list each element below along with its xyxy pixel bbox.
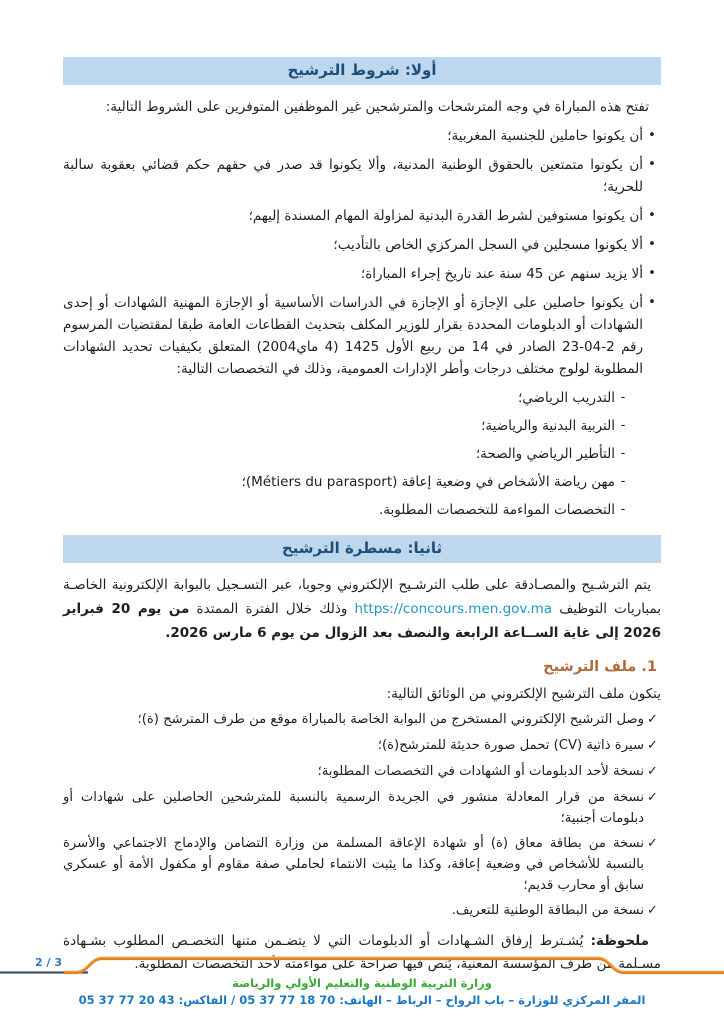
section2-title: ثانيا: مسطرة الترشيح	[281, 539, 443, 557]
specialty-text: التدريب الرياضي؛	[517, 390, 615, 406]
note-label: ملحوظة:	[590, 933, 649, 949]
condition-text: أن يكونوا حاملين للجنسية المغربية؛	[447, 128, 643, 144]
specialty-text: التأطير الرياضي والصحة؛	[475, 446, 615, 462]
document-text: وصل الترشيح الإلكتروني المستخرج من البوابة الخاصة بالمباراة موقع من طرف المترشح (ة)؛	[137, 712, 644, 727]
condition-text: ألا يكونوا مسجلين في السجل المركزي الخاص بالتأديب؛	[333, 237, 643, 253]
list-item	[63, 709, 661, 731]
list-item	[63, 735, 661, 757]
list-item	[63, 292, 661, 380]
dash-icon: -	[620, 502, 626, 517]
list-item	[63, 471, 631, 493]
list-item	[63, 387, 631, 409]
check-icon: ✓	[647, 790, 658, 805]
list-item	[63, 154, 661, 198]
check-icon: ✓	[647, 738, 658, 753]
dash-icon: -	[620, 390, 626, 405]
registration-text: يتم الترشـيح والمصـادقة على طلب الترشـيح الإلكتروني وجوبا، عبر التسـجيل بالبوابة الإلكترونية الخاصـة بمباريات التوظيف	[63, 577, 662, 617]
document-content	[63, 57, 661, 976]
condition-text: أن يكونوا متمتعين بالحقوق الوطنية المدنية، وألا يكونوا قد صدر في حقهم حكم قضائي بعقوبة سالبة للحرية؛	[63, 157, 643, 195]
specialty-text: التخصصات المواءمة للتخصصات المطلوبة.	[378, 502, 615, 518]
section1-title-bar	[63, 57, 661, 85]
document-text: نسخة من قرار المعادلة منشور في الجريدة الرسمية بالنسبة للمترشحين الحاصلين على شهادات أو دبلومات أجنبية؛	[63, 790, 644, 826]
footer-swoosh-decoration	[0, 954, 724, 976]
period-text: وذلك خلال الفترة الممتدة	[189, 601, 355, 617]
dash-icon: -	[620, 418, 626, 433]
note-text: يُشـترط إرفاق الشـهادات أو الدبلومات التي لا يتضـمن متنها التخصـص المطلوب بشـهادة مسـلمة من طرف المؤسسة المعنية، يُنص فيها صراحةً على مواءمته لأحد التخصصات المطلوبة.	[63, 933, 661, 972]
footer-address-line	[0, 993, 724, 1007]
document-text: نسخة لأحد الدبلومات أو الشهادات في التخصصات المطلوبة؛	[317, 764, 644, 779]
bullet-icon: •	[648, 208, 656, 223]
concours-portal-link[interactable]: https://concours.men.gov.ma	[354, 601, 553, 617]
bullet-icon: •	[648, 266, 656, 281]
conditions-list	[63, 125, 661, 380]
list-item	[63, 263, 661, 285]
bullet-icon: •	[648, 295, 656, 310]
check-icon: ✓	[647, 712, 658, 727]
section2-title-bar	[63, 535, 661, 563]
list-item	[63, 234, 661, 256]
bullet-icon: •	[648, 157, 656, 172]
document-text: سيرة ذاتية (CV) تحمل صورة حديثة للمترشح(ة)؛	[377, 738, 644, 753]
section1-intro: تفتح هذه المباراة في وجه المترشحات والمترشحين غير الموظفين المتوفرين على الشروط التالية:	[105, 99, 649, 115]
list-item	[63, 787, 661, 829]
section2-paragraph	[63, 573, 661, 645]
bullet-icon: •	[648, 128, 656, 143]
documents-checklist	[63, 709, 661, 922]
check-icon: ✓	[647, 836, 658, 851]
deadline-dates-text: من يوم 20 فبراير 2026 إلى غاية الســاعة الرابعة والنصف بعد الزوال من يوم 6 مارس 2026.	[63, 601, 661, 641]
bullet-icon: •	[648, 237, 656, 252]
specialties-list	[63, 387, 631, 521]
list-item	[63, 900, 661, 922]
document-text: نسخة من بطاقة معاق (ة) أو شهادة الإعاقة المسلمة من وزارة التضامن والإدماج الاجتماعي والأسرة بالنسبة للأشخاص في وضعية إعاقة، وكذا ما يثبت الانتماء لحاملي صفة مقاوم أو مكفول الأمة أو عسكري سابق أو محارب قديم؛	[63, 836, 644, 893]
specialty-text: مهن رياضة الأشخاص في وضعية إعاقة (Métiers du parasport)؛	[241, 474, 615, 490]
check-icon: ✓	[647, 764, 658, 779]
list-item	[63, 499, 631, 521]
dash-icon: -	[620, 474, 626, 489]
subsection1-intro: يتكون ملف الترشيح الإلكتروني من الوثائق التالية:	[386, 686, 661, 702]
footer-fax-number: 05 37 77 20 43	[78, 993, 175, 1007]
specialty-text: التربية البدنية والرياضية؛	[481, 418, 615, 434]
page-footer	[0, 954, 724, 1016]
document-text: نسخة من البطاقة الوطنية للتعريف.	[451, 903, 644, 918]
dash-icon: -	[620, 446, 626, 461]
list-item	[63, 205, 661, 227]
footer-address-prefix: المقر المركزي للوزارة – باب الرواح – الرباط – الهاتف:	[335, 993, 646, 1007]
list-item	[63, 761, 661, 783]
list-item	[63, 415, 631, 437]
footer-address-separator: / الفاكس:	[174, 993, 240, 1007]
section1-title: أولا: شروط الترشيح	[287, 61, 437, 79]
subsection1-heading: 1. ملف الترشيح	[543, 659, 657, 675]
footer-ministry-name: وزارة التربية الوطنية والتعليم الأولي والرياضة	[232, 976, 492, 990]
list-item	[63, 443, 631, 465]
footer-phone-number: 05 37 77 18 70	[239, 993, 336, 1007]
condition-text: ألا يزيد سنهم عن 45 سنة عند تاريخ إجراء المباراة؛	[360, 266, 643, 282]
list-item	[63, 125, 661, 147]
condition-text: أن يكونوا مستوفين لشرط القدرة البدنية لمزاولة المهام المسندة إليهم؛	[248, 208, 643, 224]
condition-text: أن يكونوا حاصلين على الإجازة أو الإجازة في الدراسات الأساسية أو الإجازة المهنية الشهادات أو إحدى الشهادات أو الدبلومات المحددة بقرار للوزير المكلف بتحديث القطاعات العامة طبقا لمقتضيات المرسوم رقم 2-04-23 الصادر في 14 من ربيع الأول 1425 (4 ماي2004) المتعلق بكيفيات تحديد الشهادات المطلوبة لولوج مختلف درجات وأطر الإدارات العمومية، وذلك في التخصصات التالية:	[63, 295, 644, 377]
page-number: 2 / 3	[35, 956, 62, 969]
check-icon: ✓	[647, 903, 658, 918]
list-item	[63, 833, 661, 896]
